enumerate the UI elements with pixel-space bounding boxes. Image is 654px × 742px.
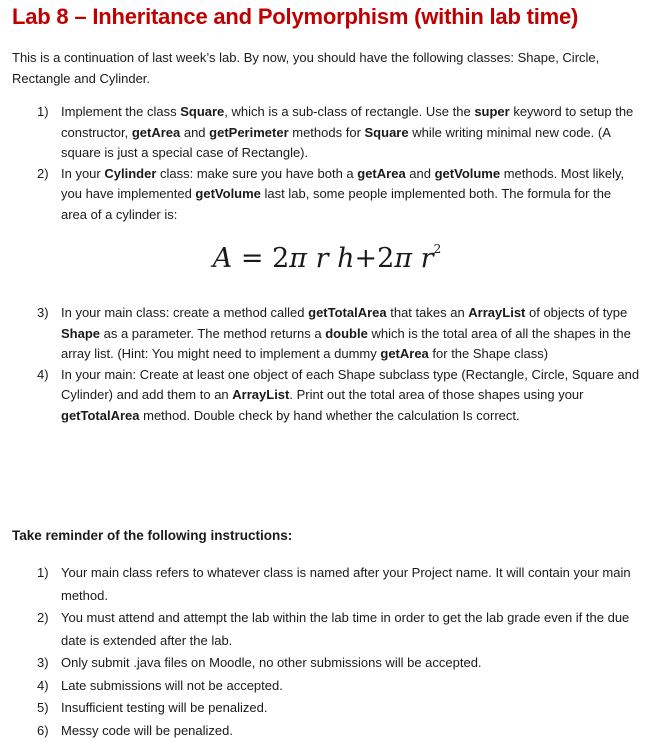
task-text [61,104,633,160]
task-item [0,303,640,365]
text-run: class: make sure you have both a [156,166,357,181]
text-run: In your main: Create at least one object of each Shape subclass type (Rectangle, Circle, Square and Cylinder) and add them to an [61,367,639,403]
text-run: In your main class: create a method called [61,305,308,320]
task-list-part-1 [0,102,640,225]
task-number: 1) [37,102,49,123]
instruction-number: 6) [37,720,49,742]
text-run: method. Double check by hand whether the calculation Is correct. [140,408,520,423]
instruction-text: Only submit .java files on Moodle, no other submissions will be accepted. [61,655,482,670]
bold-term: getArea [357,166,405,181]
bold-term: getVolume [195,186,261,201]
bold-term: ArrayList [468,305,525,320]
task-text [61,166,624,222]
instruction-text: Messy code will be penalized. [61,723,233,738]
bold-term: ArrayList [232,387,289,402]
text-run: methods. Most likely, you have implemented [61,166,624,202]
text-run: keyword to setup the constructor, [61,104,633,140]
text-run: which is the total area of all the shapes in the array list. (Hint: You might need to implement a dummy [61,326,631,362]
bold-term: getArea [380,346,428,361]
task-list-part-2 [0,303,640,426]
formula-equals: = [241,243,264,274]
text-run: , which is a sub-class of rectangle. Use the [224,104,474,119]
instruction-text: You must attend and attempt the lab within the lab time in order to get the lab grade even if the due date is extended after the lab. [61,610,629,648]
reminder-heading: Take reminder of the following instructions: [12,528,292,543]
instruction-item [0,697,640,720]
task-number: 2) [37,164,49,185]
bold-term: Cylinder [104,166,156,181]
bold-term: Square [365,125,409,140]
formula-coef-2: 2 [377,243,394,274]
text-run: as a parameter. The method returns a [100,326,325,341]
text-run: methods for [289,125,365,140]
bold-term: getPerimeter [209,125,288,140]
text-run: that takes an [387,305,469,320]
intro-paragraph: This is a continuation of last week’s lab. By now, you should have the following classes: Shape, Circle, Rectangle and Cylinder. [12,47,642,89]
formula-vars-2: π r [394,243,433,274]
text-run: In your [61,166,104,181]
bold-term: Shape [61,326,100,341]
formula-plus: + [355,243,378,274]
bold-term: double [325,326,368,341]
instruction-text: Insufficient testing will be penalized. [61,700,267,715]
text-run: and [180,125,209,140]
bold-term: getTotalArea [61,408,140,423]
task-number: 3) [37,303,49,324]
task-text [61,305,631,361]
text-run: for the Shape class) [429,346,548,361]
task-number: 4) [37,365,49,386]
text-run: of objects of type [525,305,627,320]
bold-term: super [474,104,509,119]
task-item [0,164,640,226]
text-run: Implement the class [61,104,180,119]
text-run: . Print out the total area of those shapes using your [289,387,583,402]
text-run: while writing minimal new code. (A square is just a special case of Rectangle). [61,125,610,161]
formula-coef-1: 2 [272,243,289,274]
instruction-list [0,562,640,742]
bold-term: getArea [132,125,180,140]
task-text [61,367,639,423]
page-title: Lab 8 – Inheritance and Polymorphism (within lab time) [12,4,578,30]
formula-lhs: A [213,243,233,274]
cylinder-area-formula [0,242,654,274]
instruction-number: 5) [37,697,49,720]
bold-term: Square [180,104,224,119]
instruction-number: 4) [37,675,49,698]
formula-vars-1: π r h [289,243,354,274]
instruction-number: 1) [37,562,49,585]
task-item [0,365,640,427]
task-item [0,102,640,164]
instruction-number: 2) [37,607,49,630]
instruction-item [0,720,640,742]
text-run: last lab, some people implemented both. The formula for the area of a cylinder is: [61,186,611,222]
instruction-item [0,652,640,675]
instruction-text: Late submissions will not be accepted. [61,678,283,693]
bold-term: getVolume [435,166,501,181]
instruction-item [0,675,640,698]
instruction-text: Your main class refers to whatever class is named after your Project name. It will contain your main method. [61,565,631,603]
instruction-item [0,607,640,652]
text-run: and [406,166,435,181]
formula-exponent: 2 [434,242,442,256]
instruction-number: 3) [37,652,49,675]
bold-term: getTotalArea [308,305,387,320]
instruction-item [0,562,640,607]
